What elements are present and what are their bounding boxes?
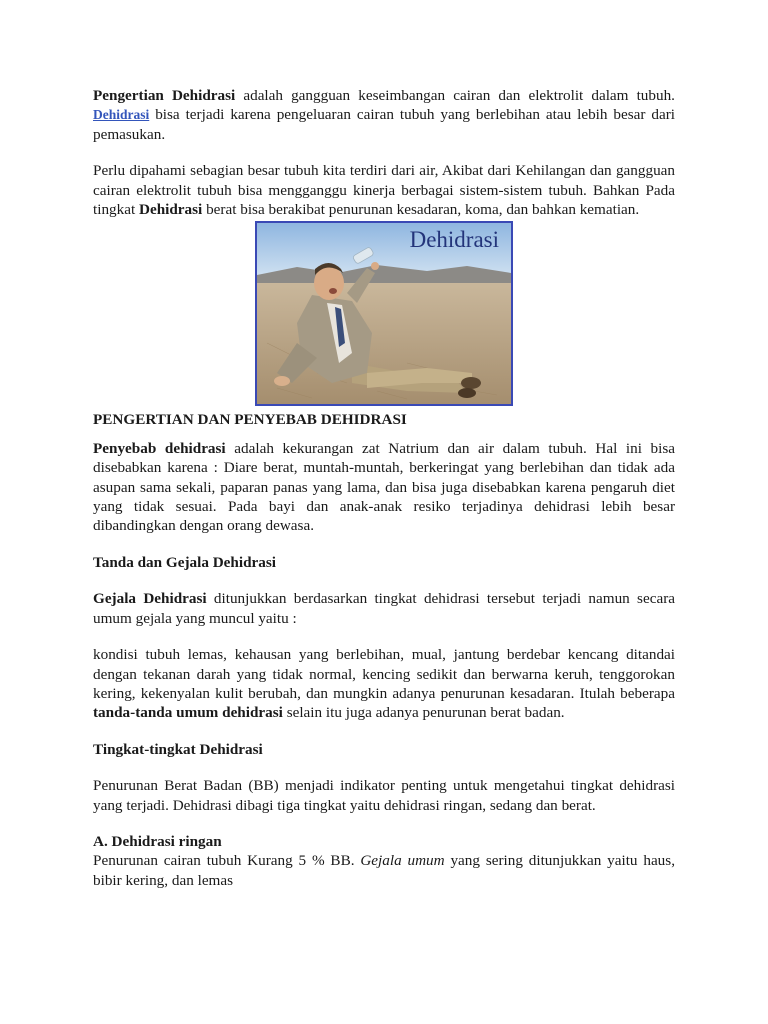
section-heading: Tanda dan Gejala Dehidrasi: [93, 553, 276, 571]
bold-term: tanda-tanda umum dehidrasi: [93, 704, 283, 722]
paragraph-definition: Pengertian Dehidrasi adalah gangguan keseimbangan cairan dan elektrolit dalam tubuh. Dehidrasi bisa terjadi karena pengeluaran cairan tubuh yang berlebihan atau lebih besar dari pemasukan.: [93, 87, 675, 143]
dehydration-photo: [255, 221, 513, 406]
paragraph-causes: Penyebab dehidrasi adalah kekurangan zat Natrium dan air dalam tubuh. Hal ini bisa disebabkan karena : Diare berat, muntah-muntah, berkeringat yang berlebihan dan tidak ada asupan sama sekali, paparan panas yang lama, dan bisa juga disebabkan karena pengaruh diet yang tidak sesuai. Pada bayi dan anak-anak resiko terjadinya dehidrasi lebih besar dibandingkan dengan orang dewasa.: [93, 439, 675, 535]
italic-term: Gejala umum: [360, 852, 445, 870]
paragraph-levels: Penurunan Berat Badan (BB) menjadi indikator penting untuk mengetahui tingkat dehidrasi yang terjadi. Dehidrasi dibagi tiga tingkat yaitu dehidrasi ringan, sedang dan berat.: [93, 777, 675, 814]
figure-title: Dehidrasi: [409, 227, 499, 253]
dehidrasi-link[interactable]: Dehidrasi: [93, 107, 150, 123]
bold-term: Pengertian Dehidrasi: [93, 87, 236, 104]
paragraph-intro: Perlu dipahami sebagian besar tubuh kita terdiri dari air, Akibat dari Kehilangan dan gangguan cairan elektrolit tubuh bisa mengganggu kinerja berbagai sistem-sistem tubuh. Bahkan Pada tingkat Dehidrasi berat bisa berakibat penurunan kesadaran, koma, dan bahkan kematian.: [93, 162, 675, 219]
bold-term: Penyebab dehidrasi: [93, 439, 226, 457]
bold-term: Gejala Dehidrasi: [93, 590, 207, 608]
paragraph-symptoms: kondisi tubuh lemas, kehausan yang berlebihan, mual, jantung berdebar kencang ditandai dengan tekanan darah yang tidak normal, kencing sedikit dan berwarna keruh, tenggorokan kering, kekenyalan kulit berubah, dan mungkin adanya penurunan kesadaran. Itulah beberapa tanda-tanda umum dehidrasi selain itu juga adanya penurunan berat badan.: [93, 646, 675, 722]
document-page: [93, 86, 675, 890]
paragraph-mild: Penurunan cairan tubuh Kurang 5 % BB. Gejala umum yang sering ditunjukkan yaitu haus, bibir kering, dan lemas: [93, 852, 675, 889]
section-heading: Tingkat-tingkat Dehidrasi: [93, 740, 263, 758]
section-heading: A. Dehidrasi ringan: [93, 832, 222, 850]
bold-term: Dehidrasi: [138, 201, 203, 219]
paragraph-symptoms-intro: Gejala Dehidrasi ditunjukkan berdasarkan tingkat dehidrasi tersebut terjadi namun secara umum gejala yang muncul yaitu :: [93, 590, 675, 627]
section-heading: PENGERTIAN DAN PENYEBAB DEHIDRASI: [93, 411, 407, 429]
